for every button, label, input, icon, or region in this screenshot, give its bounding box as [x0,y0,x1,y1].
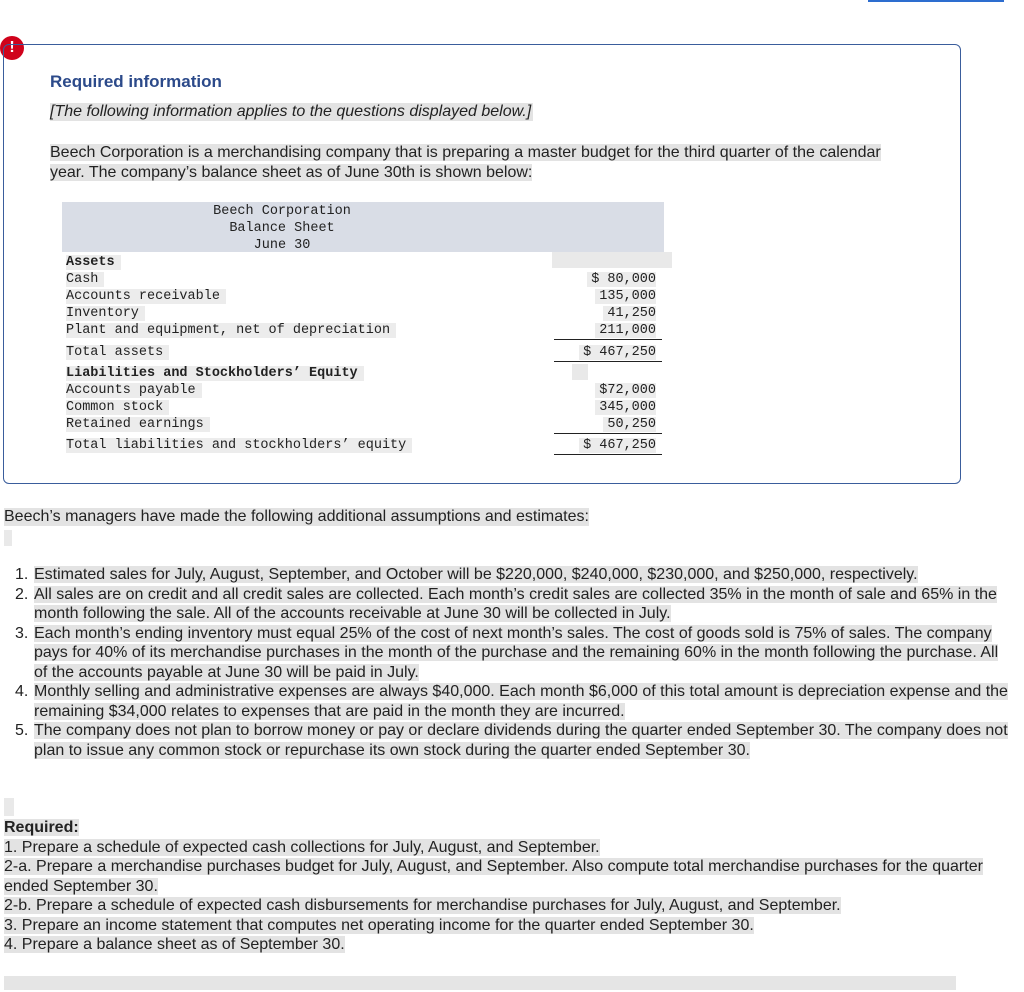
paragraph-strip [4,530,12,546]
required-section [4,818,1004,955]
bs-row-label: Accounts payable [66,382,202,399]
required-info-title: Required information [50,72,222,91]
subtotal-rule [554,433,662,434]
total-liabilities-value: $ 467,250 [556,437,656,454]
assets-heading: Assets [66,254,121,271]
bs-statement: Balance Sheet [229,221,335,236]
liabilities-heading: Liabilities and Stockholders’ Equity [66,365,364,382]
intro-text: Beech Corporation is a merchandising company that is preparing a master budget for the third quarter of the calendar year. The company’s balance sheet as of June 30th is shown below: [50,144,881,181]
balance-sheet-header [62,202,664,252]
total-liabilities-label: Total liabilities and stockholders’ equity [66,437,412,454]
assumptions-list [0,565,1010,760]
total-rule [554,361,662,362]
paragraph-strip [4,798,14,816]
header-strip [552,252,672,268]
bs-company: Beech Corporation [213,204,351,219]
list-item: 4. Monthly selling and administrative expenses are always $40,000. Each month $6,000 of this total amount is depreciation expense and the remaining $34,000 relates to expenses that are paid in the month they are incurred. [15,683,1008,720]
list-item: 2. All sales are on credit and all credit sales are collected. Each month’s credit sales are collected 35% in the month of sale and 65% in the month following the sale. All of the accounts receivable at June 30 will be collected in July. [15,585,997,622]
total-assets-label: Total assets [66,344,169,361]
assumptions-intro: Beech’s managers have made the following additional assumptions and estimates: [4,508,589,525]
bs-row-value: $ 80,000 [556,271,656,288]
bs-row-value: $72,000 [556,382,656,399]
alert-icon: ! [0,36,24,60]
bs-row-value: 50,250 [556,416,656,433]
total-assets-value: $ 467,250 [556,344,656,361]
bs-row-label: Inventory [66,305,145,322]
bs-row-value: 135,000 [556,288,656,305]
bottom-strip [4,976,956,990]
required-item: 2-b. Prepare a schedule of expected cash disbursements for merchandise purchases for July, August, and September. [4,897,841,914]
list-item: 1. Estimated sales for July, August, September, and October will be $220,000, $240,000, $230,000, and $250,000, respectively. [15,566,918,583]
intro-paragraph [50,143,900,183]
row-strip [572,364,588,380]
bs-row-label: Accounts receivable [66,288,226,305]
subtotal-rule [554,339,662,340]
bs-row-value: 345,000 [556,399,656,416]
bs-row-label: Plant and equipment, net of depreciation [66,322,396,339]
bs-row-value: 211,000 [556,322,656,339]
required-item: 4. Prepare a balance sheet as of September 30. [4,936,345,953]
required-item: 2-a. Prepare a merchandise purchases budget for July, August, and September. Also compute total merchandise purchases for the quarter ended September 30. [4,858,983,895]
bs-row-label: Cash [66,271,104,288]
required-item: 3. Prepare an income statement that computes net operating income for the quarter ended September 30. [4,916,754,934]
list-item: 3. Each month’s ending inventory must equal 25% of the cost of next month’s sales. The cost of goods sold is 75% of sales. The company pays for 40% of its merchandise purchases in the month of the purchase and the remaining 60% in the month following the purchase. All of the accounts payable at June 30 will be paid in July. [15,624,999,681]
top-accent-line [868,0,1004,2]
required-item: 1. Prepare a schedule of expected cash collections for July, August, and September. [4,838,600,856]
required-heading: Required: [4,819,79,836]
required-info-subtitle: [The following information applies to the questions displayed below.] [50,103,532,120]
balance-sheet [62,202,664,452]
total-rule [554,454,662,455]
bs-row-label: Retained earnings [66,416,210,433]
bs-date: June 30 [253,238,311,253]
list-item: 5. The company does not plan to borrow money or pay or declare dividends during the quarter ended September 30. The company does not plan to issue any common stock or repurchase its own stock during the quarter ended September 30. [15,722,1008,759]
bs-row-label: Common stock [66,399,169,416]
bs-row-value: 41,250 [556,305,656,322]
